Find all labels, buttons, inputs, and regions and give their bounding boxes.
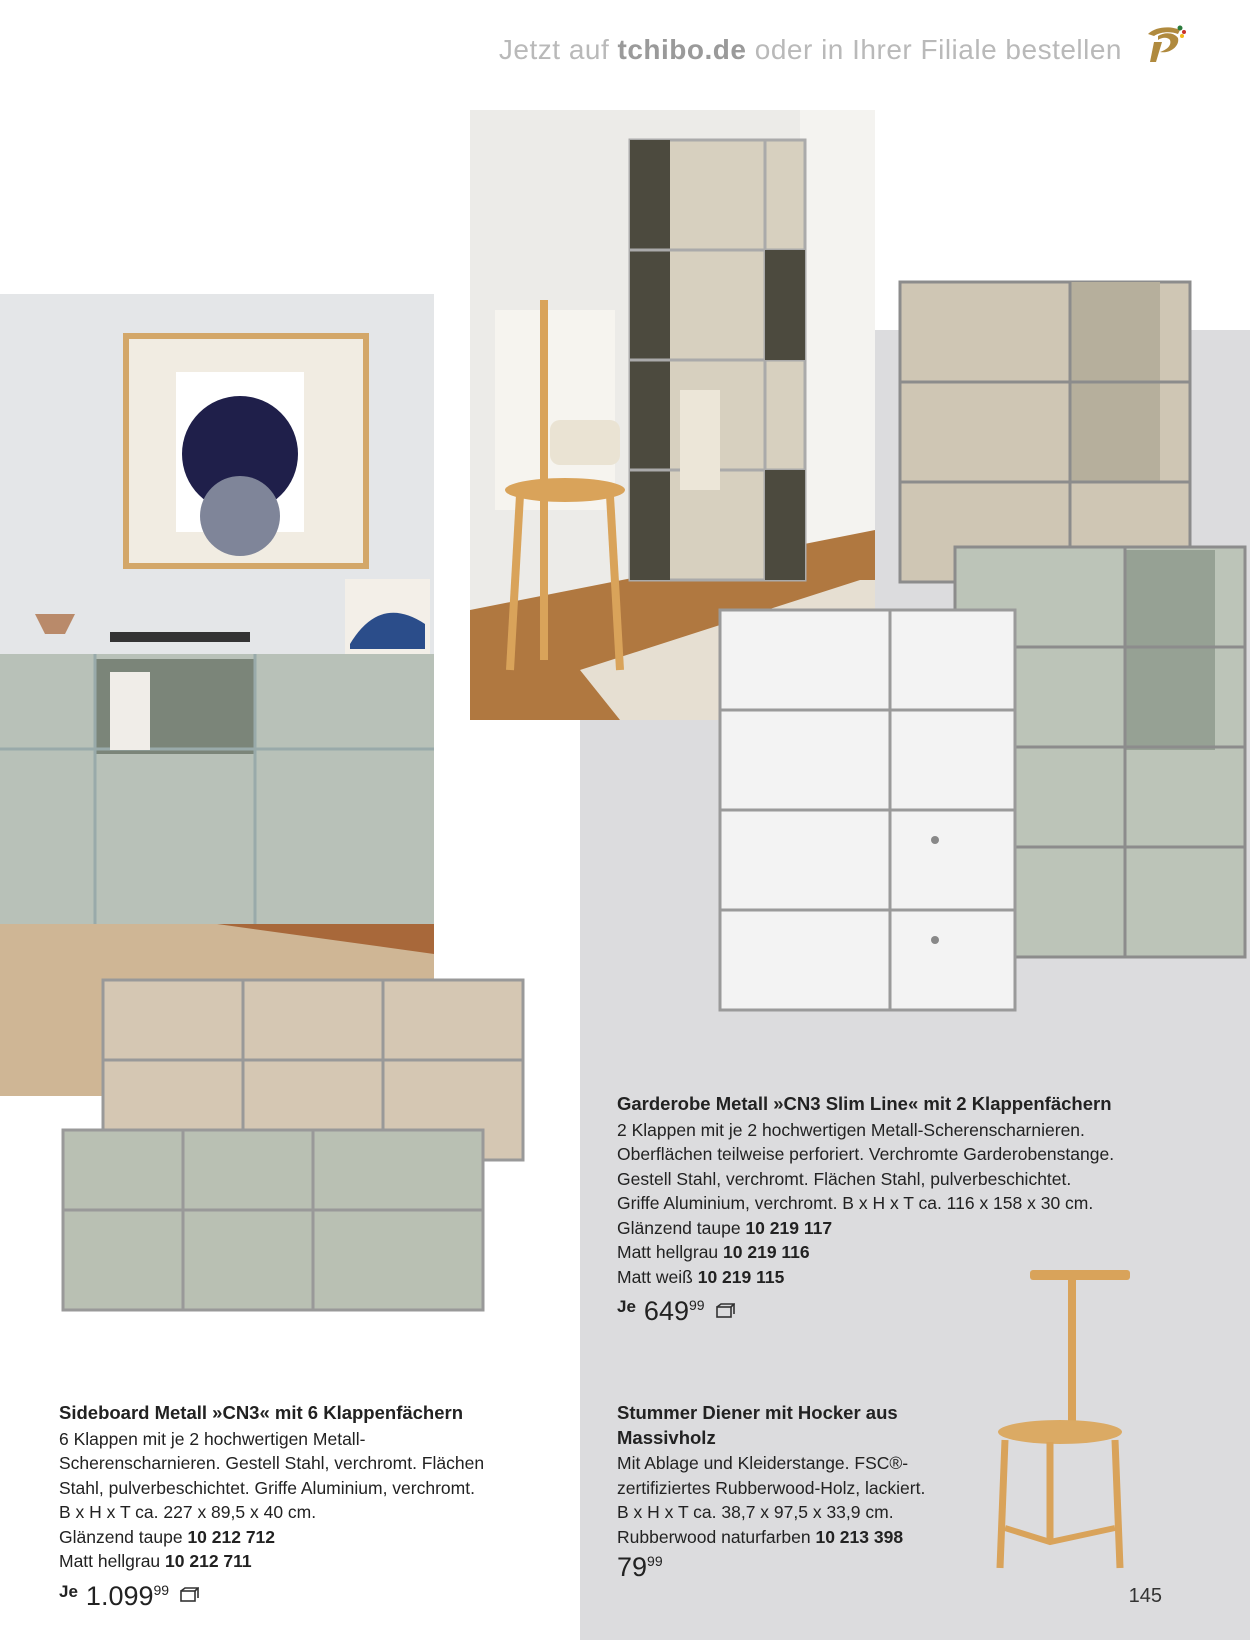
page-header xyxy=(499,34,1122,66)
article-number: 10 212 711 xyxy=(165,1551,252,1571)
sideboard-line: 6 Klappen mit je 2 hochwertigen Metall- xyxy=(59,1428,366,1449)
diener-line: Mit Ablage und Kleiderstange. FSC®- xyxy=(617,1453,909,1473)
tchibo-logo-icon xyxy=(1140,20,1188,68)
article-number: 10 212 712 xyxy=(187,1526,276,1547)
price-amount: 1.099$^{99}$ xyxy=(85,1580,170,1611)
shipping-box-icon xyxy=(179,1587,199,1603)
article-number: 10 213 398 xyxy=(815,1526,904,1547)
sideboard-line: Stahl, pulverbeschichtet. Griffe Aluminium, verchromt. xyxy=(59,1477,475,1498)
diener-description xyxy=(617,1401,925,1580)
garderobe-variant: Glänzend taupe 10 219 117 xyxy=(617,1217,833,1238)
sideboard-variant: Matt hellgrau 10 212 711 xyxy=(59,1551,252,1571)
sideboard-hellgrau xyxy=(63,1130,483,1310)
garderobe-line: Oberflächen teilweise perforiert. Verchromte Garderobenstange. xyxy=(617,1144,1115,1164)
article-number: 10 219 117 xyxy=(745,1217,833,1238)
diener-variant: Rubberwood naturfarben 10 213 398 xyxy=(617,1526,904,1547)
garderobe-weiss xyxy=(720,610,1015,1010)
price-prefix: Je xyxy=(617,1297,636,1316)
page-number: 145 xyxy=(1128,1585,1162,1607)
garderobe-cabinets-image xyxy=(700,270,1250,1070)
shipping-box-icon xyxy=(715,1303,735,1319)
diener-price xyxy=(617,1552,925,1582)
sideboard-price xyxy=(59,1580,484,1609)
sideboard-variant: Glänzend taupe 10 212 712 xyxy=(59,1526,276,1547)
garderobe-description xyxy=(617,1092,1114,1324)
diener-line: B x H x T ca. 38,7 x 97,5 x 33,9 cm. xyxy=(617,1502,894,1522)
sideboard-title: Sideboard Metall »CN3« mit 6 Klappenfächern xyxy=(59,1402,464,1423)
sideboard-line: Scherenscharnieren. Gestell Stahl, verchromt. Flächen xyxy=(59,1453,485,1473)
diener-line: zertifiziertes Rubberwood-Holz, lackiert. xyxy=(617,1477,926,1498)
garderobe-price xyxy=(617,1295,1114,1324)
garderobe-line: 2 Klappen mit je 2 hochwertigen Metall-Scherenscharnieren. xyxy=(617,1119,1085,1140)
garderobe-variant: Matt weiß 10 219 115 xyxy=(617,1266,785,1287)
garderobe-line: Griffe Aluminium, verchromt. B x H x T ca. 116 x 158 x 30 cm. xyxy=(617,1193,1094,1213)
header-text-post: oder in Ihrer Filiale bestellen xyxy=(746,34,1122,65)
sideboard-line: B x H x T ca. 227 x 89,5 x 40 cm. xyxy=(59,1502,317,1522)
sideboard-description xyxy=(59,1401,485,1611)
article-number: 10 219 116 xyxy=(723,1242,810,1262)
garderobe-taupe xyxy=(900,282,1190,582)
price-amount: $649^{99}$ xyxy=(643,1296,705,1326)
header-text-pre: Jetzt auf xyxy=(498,34,618,65)
sideboard-image xyxy=(55,970,555,1370)
price-amount: $79^{99}$ xyxy=(617,1552,663,1582)
garderobe-title: Garderobe Metall »CN3 Slim Line« mit 2 Klappenfächern xyxy=(617,1093,1112,1114)
garderobe-line: Gestell Stahl, verchromt. Flächen Stahl, pulverbeschichtet. xyxy=(617,1168,1072,1189)
header-brand-link[interactable]: tchibo.de xyxy=(617,34,747,65)
price-prefix: Je xyxy=(59,1581,78,1601)
garderobe-variant: Matt hellgrau 10 219 116 xyxy=(617,1242,810,1262)
diener-title: Stummer Diener mit Hocker aus Massivholz xyxy=(617,1402,898,1448)
article-number: 10 219 115 xyxy=(697,1266,785,1287)
